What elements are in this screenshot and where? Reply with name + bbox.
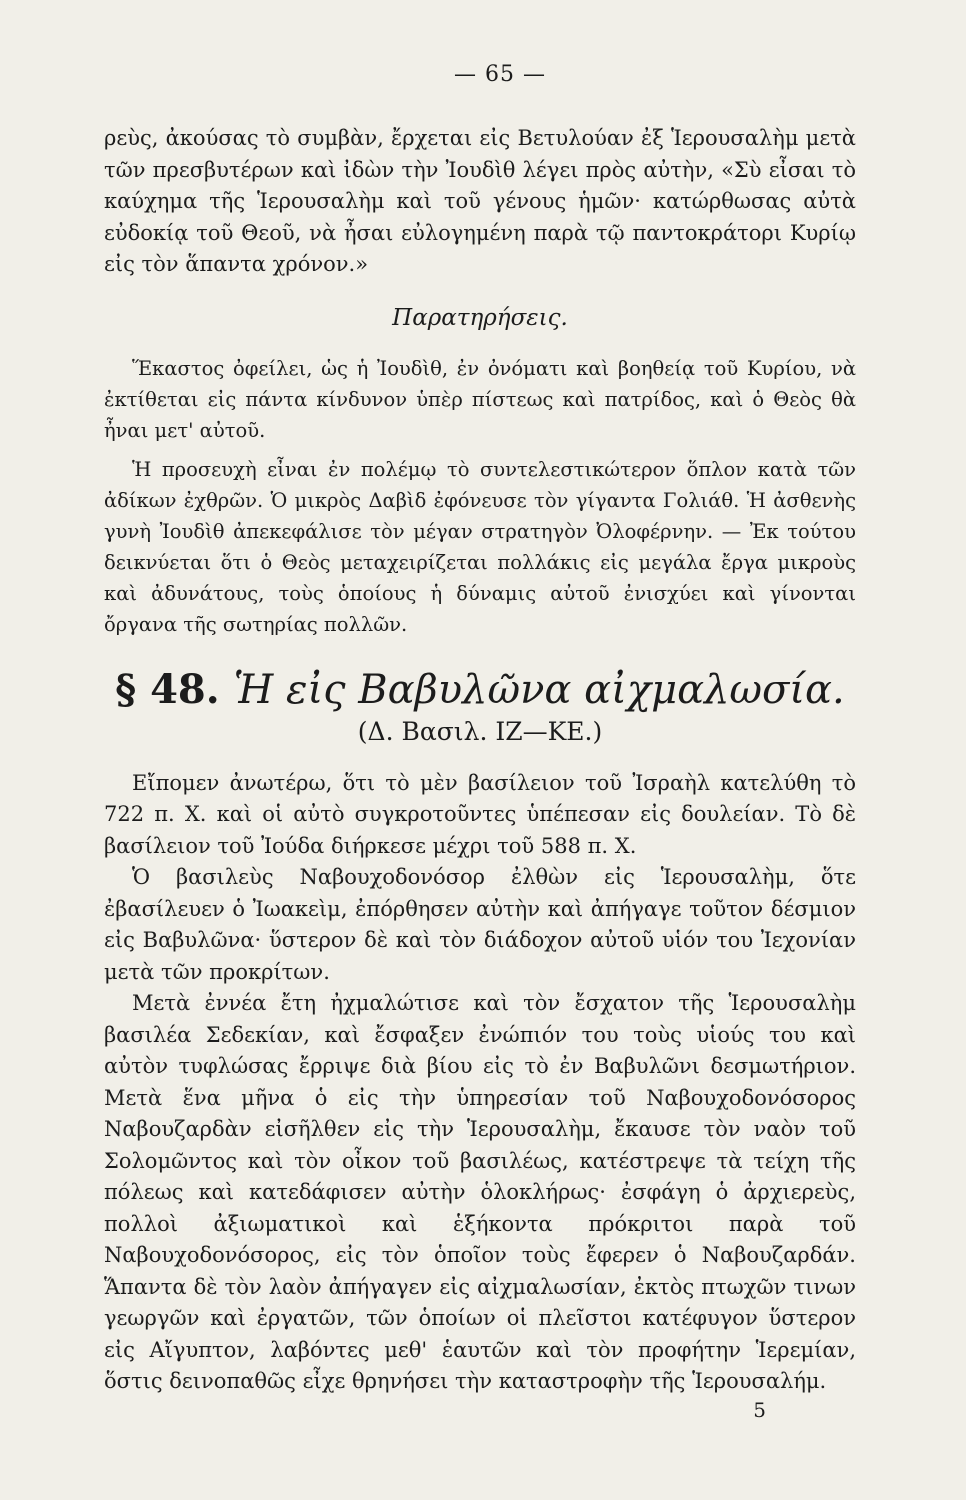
body-paragraph-3: Μετὰ ἐννέα ἔτη ἠχμαλώτισε καὶ τὸν ἔσχατον τῆς Ἱερουσαλὴμ βασιλέα Σεδεκίαν, καὶ ἔσφαξεν ἐνώπιόν του τοὺς υἱούς του καὶ αὐτὸν τυφλώσας ἔρριψε διὰ βίου εἰς τὸ ἐν Βαβυλῶνι δεσμωτήριον. Μετὰ ἕνα μῆνα ὁ εἰς τὴν ὑπηρεσίαν τοῦ Ναβουχοδονόσορος Ναβουζαρδὰν εἰσῆλθεν εἰς τὴν Ἱερουσαλὴμ, ἔκαυσε τὸν ναὸν τοῦ Σολομῶντος καὶ τὸν οἶκον τοῦ βασιλέως, κατέστρεψε τὰ τείχη τῆς πόλεως καὶ κατεδάφισεν αὐτὴν ὁλοκλήρως· ἐσφάγη ὁ ἀρχιερεὺς, πολλοὶ ἀξιωματικοὶ καὶ ἑξήκοντα πρόκριτοι παρὰ τοῦ Ναβουχοδονόσορος, εἰς τὸν ὁποῖον τοὺς ἔφερεν ὁ Ναβουζαρδάν. Ἅπαντα δὲ τὸν λαὸν ἀπήγαγεν εἰς αἰχμαλωσίαν, ἐκτὸς πτωχῶν τινων γεωργῶν καὶ ἐργατῶν, τῶν ὁποίων οἱ πλεῖστοι κατέφυγον ὕστερον εἰς Αἴγυπτον, λαβόντες μεθ' ἑαυτῶν καὶ τὸν προφήτην Ἱερεμίαν, ὅστις δεινοπαθῶς εἶχε θρηνήσει τὴν καταστροφὴν τῆς Ἱερουσαλήμ. (104, 991, 856, 1393)
intro-paragraph: ρεὺς, ἀκούσας τὸ συμβὰν, ἔρχεται εἰς Βετυλούαν ἐξ Ἱερουσαλὴμ μετὰ τῶν πρεσβυτέρων καὶ ἰδὼν τὴν Ἰουδὶθ λέγει πρὸς αὐτὴν, «Σὺ εἶσαι τὸ καύχημα τῆς Ἱερουσαλὴμ καὶ τοῦ γένους ἡμῶν· κατώρθωσας αὐτὰ εὐδοκίᾳ τοῦ Θεοῦ, νὰ ἦσαι εὐλογημένη παρὰ τῷ παντοκράτορι Κυρίῳ εἰς τὸν ἅπαντα χρόνον.» (104, 126, 856, 276)
observation-paragraph-2: Ἡ προσευχὴ εἶναι ἐν πολέμῳ τὸ συντελεστικώτερον ὅπλον κατὰ τῶν ἀδίκων ἐχθρῶν. Ὁ μικρὸς Δαβὶδ ἐφόνευσε τὸν γίγαντα Γολιάθ. Ἡ ἀσθενὴς γυνὴ Ἰουδὶθ ἀπεκεφάλισε τὸν μέγαν στρατηγὸν Ὀλοφέρνην. — Ἐκ τούτου δεικνύεται ὅτι ὁ Θεὸς μεταχειρίζεται πολλάκις εἰς μεγάλα ἔργα μικροὺς καὶ ἀδυνάτους, τοὺς ὁποίους ἡ δύναμις αὐτοῦ ἐνισχύει καὶ γίνονται ὄργανα τῆς σωτηρίας πολλῶν. (104, 457, 856, 636)
section-mark: § (115, 665, 137, 713)
section-heading (104, 666, 856, 713)
body-paragraph-2: Ὁ βασιλεὺς Ναβουχοδονόσορ ἐλθὼν εἰς Ἱερουσαλὴμ, ὅτε ἐβασίλευεν ὁ Ἰωακεὶμ, ἐπόρθησεν αὐτὴν καὶ ἀπήγαγε τοῦτον δέσμιον εἰς Βαβυλῶνα· ὕστερον δὲ καὶ τὸν διάδοχον αὐτοῦ υἱόν του Ἰεχονίαν μετὰ τῶν προκρίτων. (104, 865, 856, 984)
page-number: — 65 — (454, 62, 546, 87)
section-title: Ἡ εἰς Βαβυλῶνα αἰχμαλωσία. (233, 666, 845, 713)
body-paragraph-1: Εἴπομεν ἀνωτέρω, ὅτι τὸ μὲν βασίλειον τοῦ Ἰσραὴλ κατελύθη τὸ 722 π. Χ. καὶ οἱ αὐτὸ συγκροτοῦντες ὑπέπεσαν εἰς δουλείαν. Τὸ δὲ βασίλειον τοῦ Ἰούδα διήρκεσε μέχρι τοῦ 588 π. Χ. (104, 770, 856, 858)
section-number: 48. (150, 665, 220, 713)
printer-signature-mark: 5 (753, 1398, 766, 1422)
section-reference: (Δ. Βασιλ. ΙΖ—ΚΕ.) (357, 716, 603, 746)
observation-paragraph-1: Ἕκαστος ὀφείλει, ὡς ἡ Ἰουδὶθ, ἐν ὀνόματι καὶ βοηθείᾳ τοῦ Κυρίου, νὰ ἐκτίθεται εἰς πάντα κίνδυνον ὑπὲρ πίστεως καὶ πατρίδος, καὶ ὁ Θεὸς θὰ ἦναι μετ' αὐτοῦ. (104, 356, 856, 442)
observations-heading: Παρατηρήσεις. (392, 304, 568, 331)
